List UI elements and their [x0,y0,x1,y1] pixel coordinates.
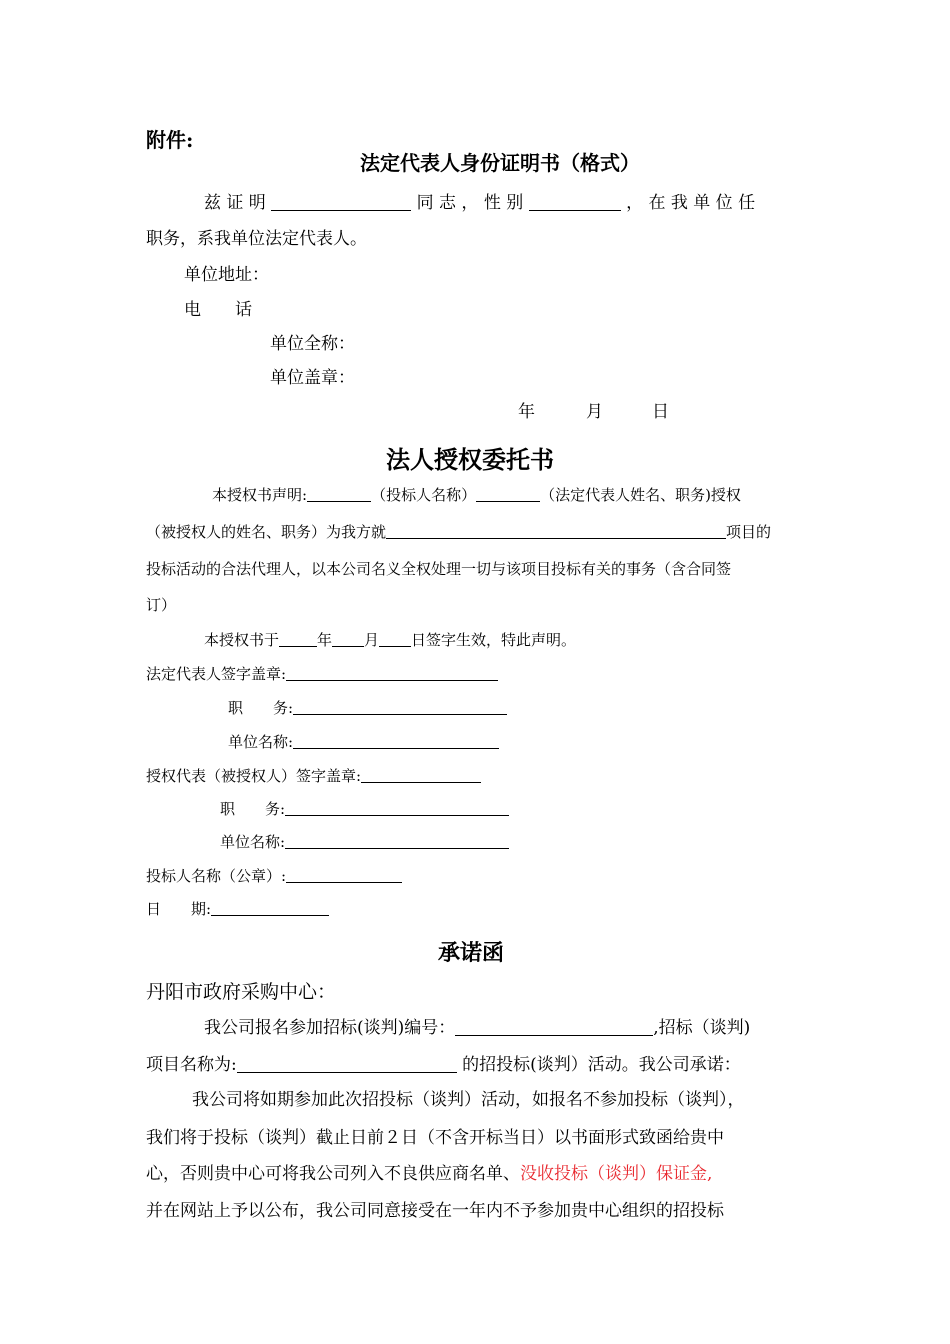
unit-name-label-2: 单位名称: [220,833,286,851]
section1-paragraph-line1 [204,188,755,213]
valid-d: 日签字生效，特此声明。 [411,631,577,649]
name-blank [271,192,411,211]
pledge-l1-b: ,招标（谈判) [653,1018,751,1038]
valid-a: 本授权书于 [204,631,280,649]
auth-l2-b: 项目的 [726,523,772,541]
pledge-l2-b: 的招投标(谈判）活动。我公司承诺： [462,1055,741,1075]
bidder-name-label: 投标人名称（公章）: [146,867,287,885]
bidder-name-row [146,865,402,886]
legal-rep-sign-label: 法定代表人签字盖章: [146,665,287,683]
unit-name-row-1 [228,731,499,752]
auth-l2-a: （被授权人的姓名、职务）为我方就 [146,523,387,541]
position-blank-2 [285,800,509,817]
position-label-2: 职 务: [220,800,286,818]
pledge-l1-a: 我公司报名参加招标(谈判)编号： [204,1018,456,1038]
auth-l1-c: （法定代表人姓名、职务)授权 [540,486,741,504]
authorized-sign-row [146,765,481,786]
section1-p1-c: ， 在 我 单 位 任 [626,193,756,213]
valid-c: 月 [364,631,380,649]
date-blank [211,900,329,917]
date-row [146,898,329,919]
position-blank-1 [293,699,507,716]
unit-name-blank-1 [293,733,499,750]
unit-seal-label: 单位盖章： [270,368,355,388]
phone-label: 电 话 [184,300,252,320]
section1-p1-a: 兹 证 明 [204,193,266,213]
authorized-sign-blank [361,767,481,784]
date-month-label: 月 [586,402,603,422]
unit-name-blank-2 [285,833,509,850]
project-title-blank [237,1054,457,1073]
authorization-line3: 投标活动的合法代理人，以本公司名义全权处理一切与该项目投标有关的事务（含合同签 [146,560,732,578]
authorization-line1 [212,484,741,505]
auth-l1-a: 本授权书声明: [212,486,308,504]
unit-fullname-label: 单位全称： [270,334,355,354]
section3-title: 承诺函 [438,940,505,966]
valid-b: 年 [317,631,333,649]
gender-blank [529,192,621,211]
pledge-line2 [146,1050,741,1075]
project-name-blank [386,523,726,540]
bidder-name-blank [307,486,371,503]
valid-month-blank [332,631,364,648]
section1-p1-b: 同 志 ， 性 别 [416,193,524,213]
unit-name-row-2 [220,831,509,852]
date-label: 日 期: [146,900,212,918]
legal-rep-sign-blank [286,665,498,682]
valid-date-line [204,629,576,650]
pledge-line3: 我公司将如期参加此次招投标（谈判）活动，如报名不参加投标（谈判）， [192,1090,745,1110]
section2-title: 法人授权委托书 [386,445,554,474]
auth-l1-b: （投标人名称） [371,486,477,504]
pledge-line4: 我们将于投标（谈判）截止日前２日（不含开标当日）以书面形式致函给贵中 [146,1128,724,1148]
pledge-line5 [146,1159,712,1184]
date-year-label: 年 [518,402,535,422]
authorization-line4: 订） [146,596,177,614]
authorized-sign-label: 授权代表（被授权人）签字盖章: [146,767,362,785]
position-row-2 [220,798,509,819]
attachment-label: 附件: [146,128,194,152]
legal-rep-sign-row [146,663,498,684]
unit-name-label-1: 单位名称: [228,733,294,751]
position-label-1: 职 务: [228,699,294,717]
section1-paragraph-line2: 职务，系我单位法定代表人。 [146,229,367,249]
pledge-line6: 并在网站上予以公布，我公司同意接受在一年内不予参加贵中心组织的招投标 [146,1201,724,1221]
pledge-l5-a: 心，否则贵中心可将我公司列入不良供应商名单、 [146,1164,520,1184]
pledge-line1 [204,1013,750,1038]
pledge-l2-a: 项目名称为: [146,1055,237,1075]
address-label: 单位地址： [184,265,269,285]
bidder-name-seal-blank [286,867,402,884]
section1-title: 法定代表人身份证明书（格式） [360,151,640,175]
confiscate-deposit-text: 没收投标（谈判）保证金, [520,1164,713,1184]
addressee: 丹阳市政府采购中心： [146,981,337,1003]
tender-number-blank [455,1017,653,1036]
valid-day-blank [379,631,411,648]
position-row-1 [228,697,507,718]
date-day-label: 日 [652,402,669,422]
legal-rep-blank [476,486,540,503]
authorization-line2 [146,521,771,542]
valid-year-blank [279,631,317,648]
